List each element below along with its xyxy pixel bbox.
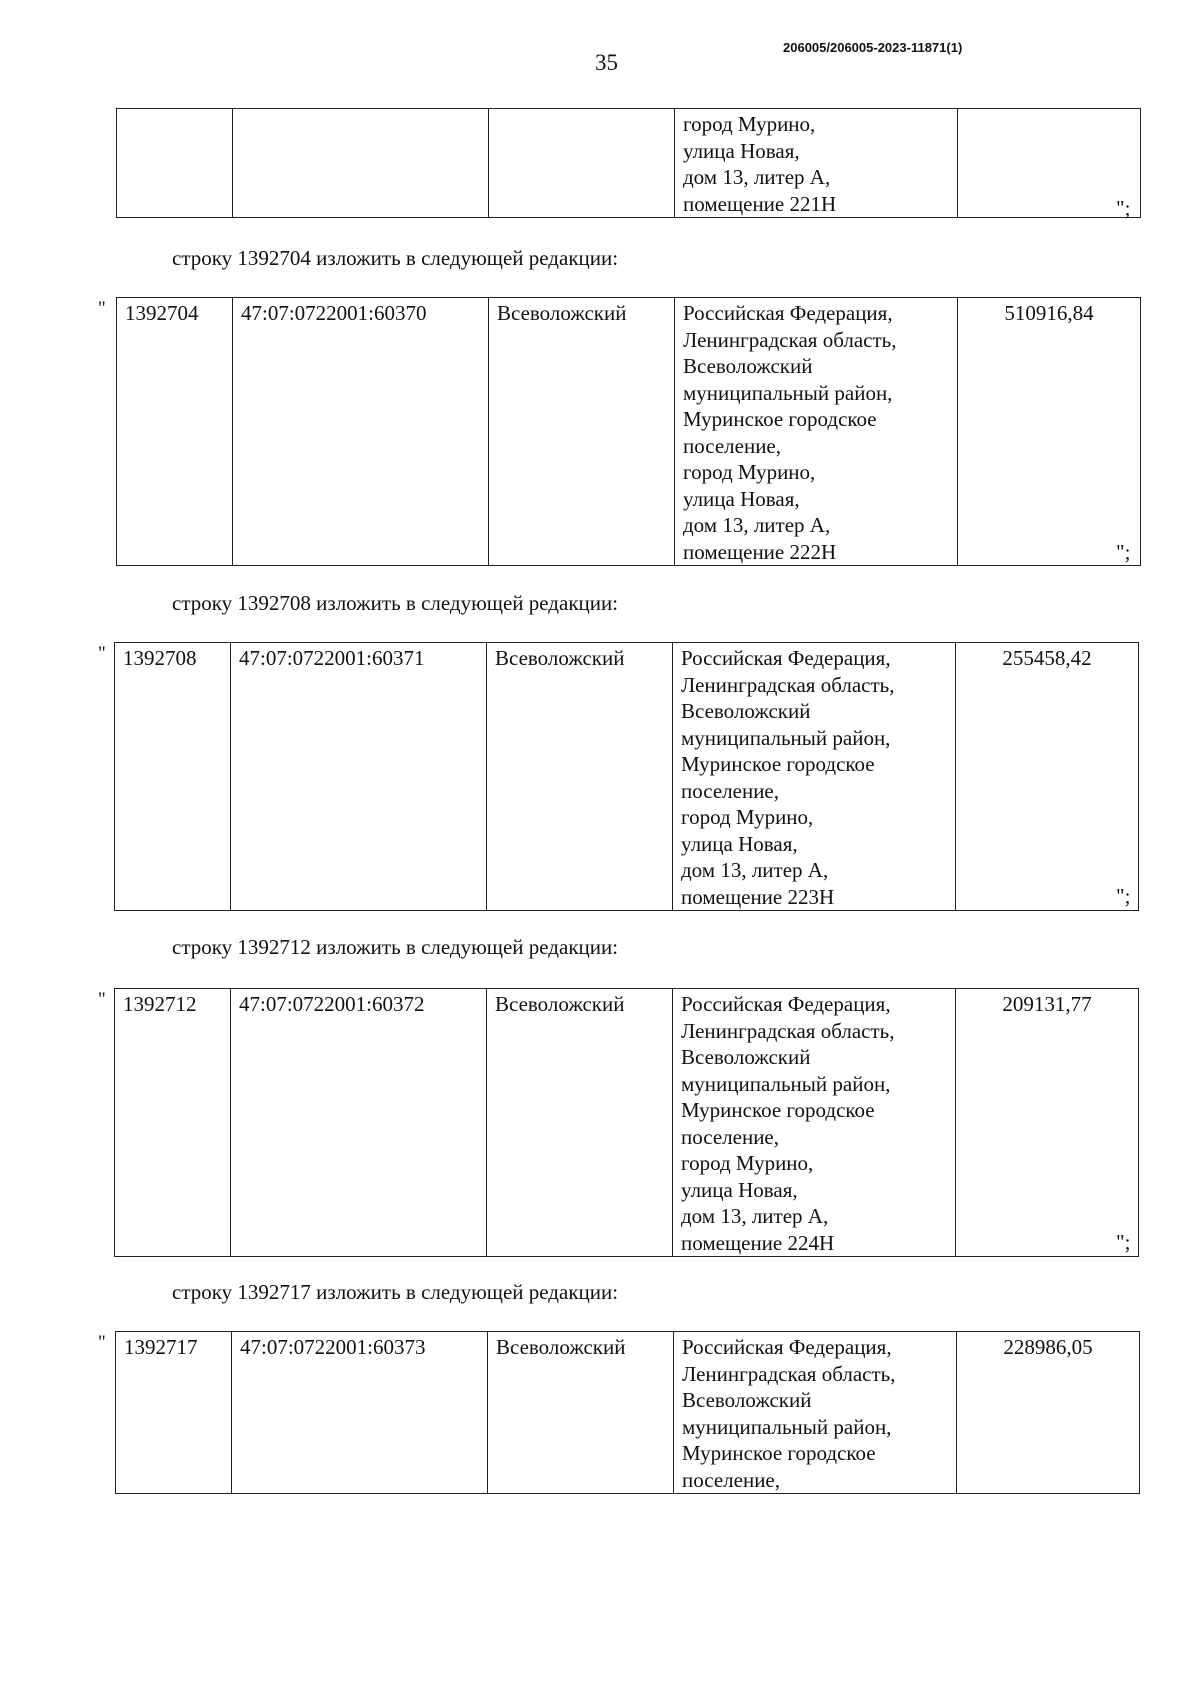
address-line: муниципальный район, <box>683 380 893 405</box>
address-line: Муринское городское <box>682 1441 876 1465</box>
address-line: Российская Федерация, <box>682 1335 892 1359</box>
address-line: улица Новая, <box>683 138 800 163</box>
address-line: Всеволожский <box>681 1045 811 1069</box>
entry-table <box>116 297 1141 566</box>
address-line: дом 13, литер А, <box>681 858 829 882</box>
number-cell: 1392717 <box>116 1332 232 1494</box>
entry-table <box>115 1331 1140 1494</box>
open-quote: " <box>98 298 106 319</box>
address-line: муниципальный район, <box>681 1071 891 1096</box>
entry-table <box>114 642 1139 911</box>
cadastral-cell: 47:07:0722001:60372 <box>231 989 487 1257</box>
address-line: Ленинградская область, <box>681 672 895 697</box>
amendment-instruction: строку 1392708 изложить в следующей редакции: <box>172 591 619 615</box>
cadastral-cell: 47:07:0722001:60373 <box>232 1332 488 1494</box>
value-cell <box>958 109 1141 218</box>
address-cell <box>674 1332 957 1494</box>
address-cell <box>675 109 958 218</box>
cadastral-cell: 47:07:0722001:60370 <box>233 298 489 566</box>
table-row <box>116 1332 1140 1494</box>
district-cell: Всеволожский <box>487 643 673 911</box>
address-line: город Мурино, <box>683 460 816 484</box>
table-row <box>115 989 1139 1257</box>
number-cell: 1392704 <box>117 298 233 566</box>
address-line: поселение, <box>682 1467 781 1492</box>
cadastral-cell: 47:07:0722001:60371 <box>231 643 487 911</box>
address-line: помещение 223Н <box>681 884 835 909</box>
address-line: Ленинградская область, <box>681 1018 895 1043</box>
page-number: 35 <box>595 50 618 75</box>
district-cell <box>489 109 675 218</box>
table-fragment <box>116 108 1141 218</box>
address-cell <box>673 643 956 911</box>
address-cell <box>673 989 956 1257</box>
address-line: Ленинградская область, <box>683 327 897 352</box>
address-line: поселение, <box>683 433 782 458</box>
open-quote: " <box>98 989 106 1010</box>
address-line: город Мурино, <box>681 1151 814 1175</box>
open-quote: " <box>98 643 106 664</box>
value-cell: 228986,05 <box>957 1332 1140 1494</box>
table-row <box>117 109 1141 218</box>
address-line: муниципальный район, <box>681 725 891 750</box>
address-line: улица Новая, <box>683 486 800 511</box>
open-quote: " <box>98 1332 106 1353</box>
address-line: помещение 224Н <box>681 1230 835 1255</box>
table-row <box>115 643 1139 911</box>
amendment-instruction: строку 1392704 изложить в следующей редакции: <box>172 246 619 270</box>
district-cell: Всеволожский <box>487 989 673 1257</box>
close-quote: "; <box>1116 1230 1131 1254</box>
entry-table <box>114 988 1139 1257</box>
address-line: улица Новая, <box>681 831 798 856</box>
amendment-instruction: строку 1392712 изложить в следующей редакции: <box>172 935 619 959</box>
close-quote: "; <box>1116 196 1131 220</box>
district-cell: Всеволожский <box>488 1332 674 1494</box>
number-cell <box>117 109 233 218</box>
address-line: дом 13, литер А, <box>683 165 831 189</box>
number-cell: 1392712 <box>115 989 231 1257</box>
table-row <box>117 298 1141 566</box>
address-line: дом 13, литер А, <box>681 1204 829 1228</box>
address-line: поселение, <box>681 1124 780 1149</box>
address-line: улица Новая, <box>681 1177 798 1202</box>
address-line: помещение 222Н <box>683 539 837 564</box>
value-cell: 510916,84 <box>958 298 1141 566</box>
value-cell: 209131,77 <box>956 989 1139 1257</box>
address-line: Всеволожский <box>683 354 813 378</box>
amendment-instruction: строку 1392717 изложить в следующей редакции: <box>172 1280 619 1304</box>
address-line: Муринское городское <box>681 1098 875 1122</box>
document-code: 206005/206005-2023-11871(1) <box>783 40 963 55</box>
address-cell <box>675 298 958 566</box>
close-quote: "; <box>1116 884 1131 908</box>
address-line: помещение 221Н <box>683 191 837 216</box>
address-line: Ленинградская область, <box>682 1361 896 1386</box>
address-line: Муринское городское <box>683 407 877 431</box>
value-cell: 255458,42 <box>956 643 1139 911</box>
address-line: муниципальный район, <box>682 1414 892 1439</box>
close-quote: "; <box>1116 540 1131 564</box>
cadastral-cell <box>233 109 489 218</box>
address-line: Российская Федерация, <box>681 992 891 1016</box>
address-line: Российская Федерация, <box>683 301 893 325</box>
number-cell: 1392708 <box>115 643 231 911</box>
address-line: дом 13, литер А, <box>683 513 831 537</box>
district-cell: Всеволожский <box>489 298 675 566</box>
address-line: Муринское городское <box>681 752 875 776</box>
address-line: Всеволожский <box>681 699 811 723</box>
address-line: Всеволожский <box>682 1388 812 1412</box>
address-line: поселение, <box>681 778 780 803</box>
address-line: Российская Федерация, <box>681 646 891 670</box>
address-line: город Мурино, <box>683 112 816 136</box>
address-line: город Мурино, <box>681 805 814 829</box>
